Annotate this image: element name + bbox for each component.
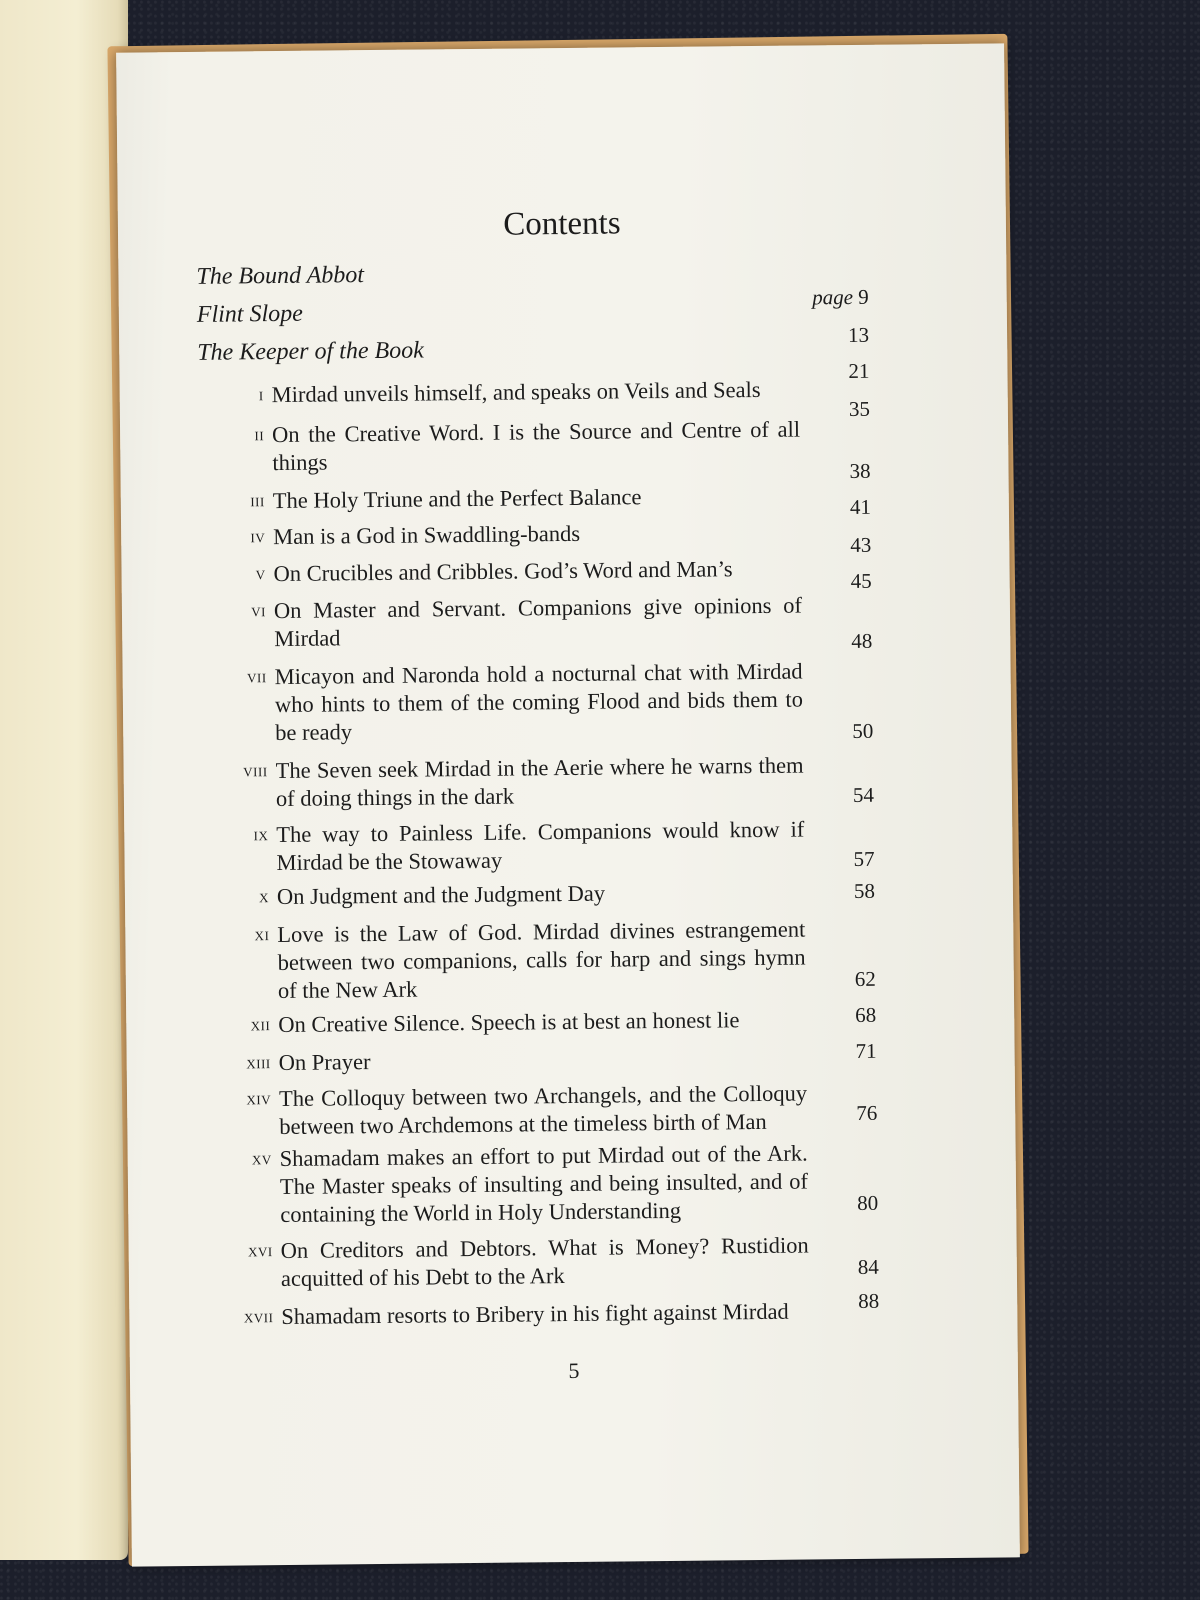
chapter-title: The Holy Triune and the Perfect Balance xyxy=(272,484,642,514)
toc-entry-5 xyxy=(221,555,801,589)
toc-entry-16 xyxy=(229,1232,810,1294)
toc-page-7: 50 xyxy=(852,718,874,744)
toc-entry-8 xyxy=(223,752,804,814)
chapter-number: i xyxy=(258,384,264,406)
page-title: Contents xyxy=(503,205,621,243)
toc-prelim-bound-abbot: The Bound Abbot xyxy=(196,262,365,290)
toc-entry-2 xyxy=(220,416,801,478)
chapter-number: x xyxy=(258,886,270,908)
toc-prelim-flint-slope: Flint Slope xyxy=(196,300,303,328)
chapter-title: On Creative Silence. Speech is at best an honest lie xyxy=(278,1007,740,1038)
page-number: 9 xyxy=(858,284,869,309)
chapter-number: xi xyxy=(254,924,270,946)
chapter-number: vi xyxy=(251,600,267,622)
chapter-title: On Judgment and the Judgment Day xyxy=(276,880,606,910)
chapter-title: Mirdad unveils himself, and speaks on Veils and Seals xyxy=(271,376,761,408)
chapter-number: iv xyxy=(250,526,266,548)
toc-prelim-keeper: The Keeper of the Book xyxy=(197,337,424,366)
page-label: page xyxy=(811,284,854,310)
toc-entry-7 xyxy=(223,658,804,748)
toc-page-9: 57 xyxy=(853,846,875,872)
toc-page-16: 84 xyxy=(857,1254,879,1279)
chapter-title: The Colloquy between two Archangels, and the Colloquy between two Archdemons at the timeless birth of Man xyxy=(278,1080,808,1140)
toc-page-5: 45 xyxy=(850,568,872,594)
chapter-number: xiii xyxy=(246,1052,271,1074)
toc-page-17: 88 xyxy=(858,1288,880,1313)
chapter-number: xiv xyxy=(246,1088,272,1110)
toc-entry-15 xyxy=(228,1140,809,1230)
toc-page-12: 68 xyxy=(855,1002,877,1028)
toc-page-14: 76 xyxy=(856,1100,878,1125)
chapter-number: iii xyxy=(250,490,265,512)
toc-page-1: 35 xyxy=(848,396,870,422)
chapter-title: The Seven seek Mirdad in the Aerie where he warns them of doing things in the dark xyxy=(275,752,804,812)
chapter-title: On Master and Servant. Companions give opinions of Mirdad xyxy=(273,592,803,652)
chapter-number: vii xyxy=(246,666,267,688)
toc-entry-13 xyxy=(227,1044,807,1078)
chapter-title: On Creditors and Debtors. What is Money? Rustidion acquitted of his Debt to the Ark xyxy=(280,1232,809,1292)
facing-page xyxy=(0,0,128,1560)
chapter-title: Shamadam resorts to Bribery in his fight against Mirdad xyxy=(281,1298,789,1330)
toc-page-keeper: 21 xyxy=(848,358,870,384)
chapter-number: viii xyxy=(243,760,268,782)
page-folio: 5 xyxy=(568,1357,580,1384)
toc-page-15: 80 xyxy=(857,1190,879,1215)
toc-entry-3 xyxy=(221,482,801,516)
chapter-number: xv xyxy=(251,1148,272,1170)
toc-entry-1 xyxy=(220,376,800,410)
toc-entry-4 xyxy=(221,518,801,552)
chapter-number: ii xyxy=(254,424,265,446)
toc-page-3: 41 xyxy=(849,494,872,520)
toc-page-6: 48 xyxy=(851,628,873,654)
chapter-title: Shamadam makes an effort to put Mirdad out of the Ark. The Master speaks of insulting and being insulted, and of containing the World in Holy Understanding xyxy=(279,1140,809,1228)
toc-page-8: 54 xyxy=(852,782,875,808)
toc-page-flint-slope: 13 xyxy=(847,322,870,348)
toc-page-11: 62 xyxy=(854,966,876,992)
chapter-title: On Prayer xyxy=(278,1049,371,1076)
toc-entry-11 xyxy=(225,916,806,1006)
toc-entry-10 xyxy=(225,878,805,912)
toc-entry-17 xyxy=(229,1298,809,1332)
toc-entry-6 xyxy=(222,592,803,654)
toc-entry-14 xyxy=(227,1080,808,1142)
chapter-number: xvi xyxy=(247,1240,273,1262)
toc-page-13: 71 xyxy=(855,1038,877,1064)
chapter-title: Man is a God in Swaddling-bands xyxy=(273,520,581,550)
chapter-title: Love is the Law of God. Mirdad divines estrangement between two companions, calls for harp and sings hymn of the New Ark xyxy=(277,916,806,1004)
toc-page-bound-abbot xyxy=(769,285,869,311)
chapter-number: ix xyxy=(253,824,269,846)
book-page xyxy=(116,43,1020,1566)
chapter-number: xvii xyxy=(243,1306,274,1328)
toc-page-4: 43 xyxy=(850,532,872,558)
chapter-title: On the Creative Word. I is the Source and Centre of all things xyxy=(271,416,801,476)
toc-page-10: 58 xyxy=(853,878,876,904)
chapter-number: v xyxy=(255,563,266,585)
toc-entry-12 xyxy=(226,1006,806,1040)
chapter-title: The way to Painless Life. Companions would know if Mirdad be the Stowaway xyxy=(276,816,805,876)
chapter-number: xii xyxy=(250,1014,271,1036)
toc-page-2: 38 xyxy=(849,458,871,484)
chapter-title: On Crucibles and Cribbles. God’s Word and Man’s xyxy=(273,556,733,587)
toc-entry-9 xyxy=(224,816,805,878)
show-through-text xyxy=(368,193,1008,200)
chapter-title: Micayon and Naronda hold a nocturnal chat with Mirdad who hints to them of the coming Flood and bids them to be ready xyxy=(274,658,804,746)
